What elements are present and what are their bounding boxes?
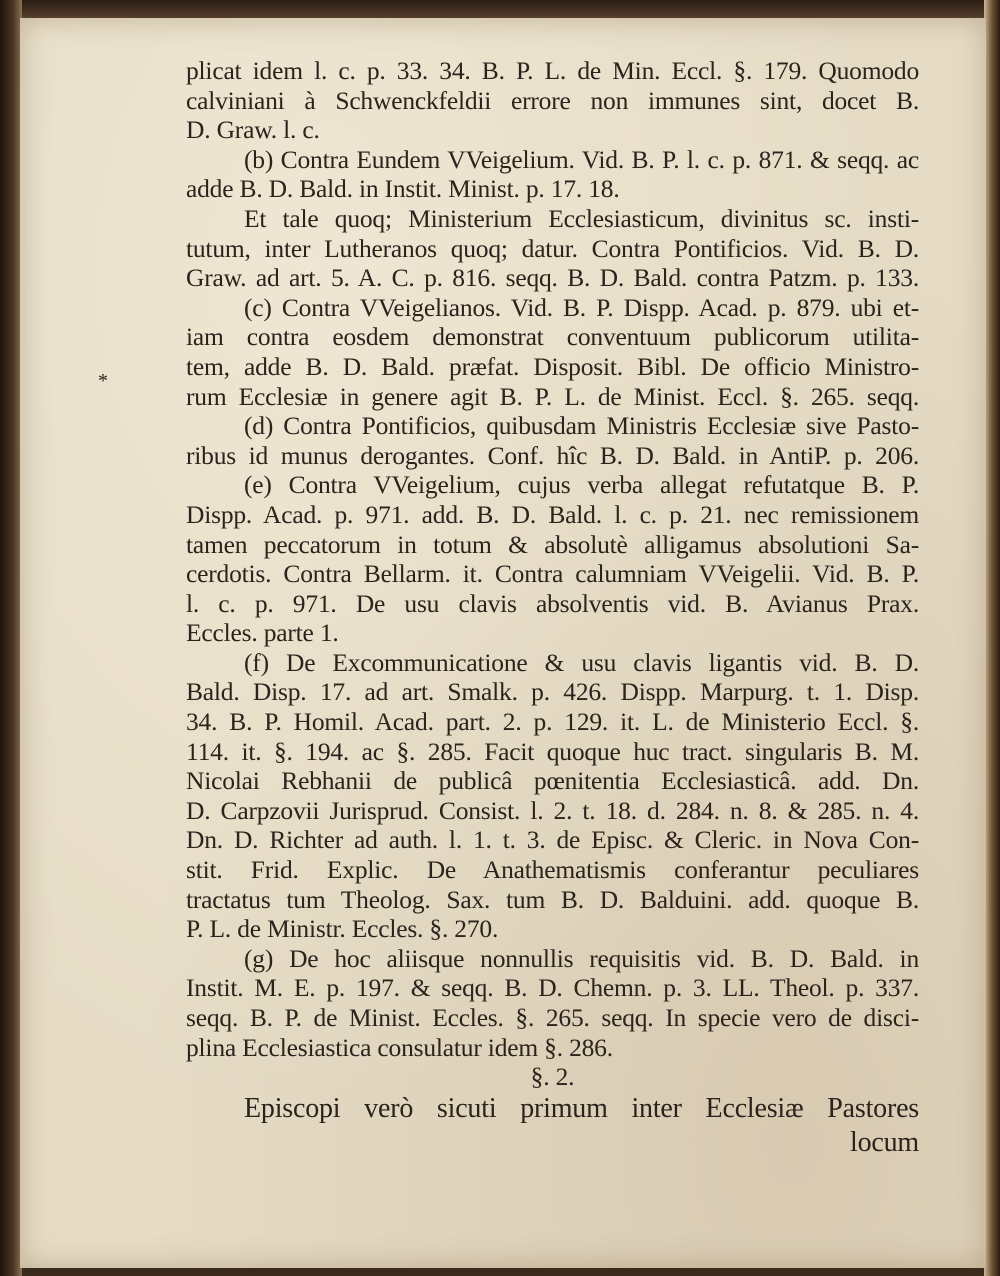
text-line: (f) De Excommunicatione & usu clavis ligantis vid. B. D.: [244, 647, 919, 677]
text-line: P. L. de Ministr. Eccles. §. 270.: [186, 914, 499, 944]
text-line: seqq. B. P. de Minist. Eccles. §. 265. seqq. In specie vero de disci-: [186, 1003, 919, 1032]
catchword: locum: [850, 1126, 919, 1158]
text-line: D. Graw. l. c.: [186, 115, 320, 145]
text-line: 34. B. P. Homil. Acad. part. 2. p. 129. it. L. de Ministerio Eccl. §.: [186, 707, 919, 737]
text-line: plina Ecclesiastica consulatur idem §. 286.: [186, 1032, 613, 1062]
text-line: cerdotis. Contra Bellarm. it. Contra calumniam VVeigelii. Vid. B. P.: [186, 559, 919, 589]
text-line: iam contra eosdem demonstrat conventuum publicorum utilita-: [186, 322, 919, 352]
text-line: tem, adde B. D. Bald. præfat. Disposit. Bibl. De officio Ministro-: [186, 351, 919, 381]
text-line: D. Carpzovii Jurisprud. Consist. l. 2. t. 18. d. 284. n. 8. & 285. n. 4.: [186, 795, 919, 825]
closing-line: Episcopi verò sicuti primum inter Ecclesiæ Pastores: [244, 1092, 919, 1124]
text-line: stit. Frid. Explic. De Anathematismis conferantur peculiares: [186, 855, 919, 885]
text-line: l. c. p. 971. De usu clavis absolventis vid. B. Avianus Prax.: [186, 588, 919, 618]
text-line: tutum, inter Lutheranos quoq; datur. Contra Pontificios. Vid. B. D.: [186, 233, 919, 263]
text-line: Et tale quoq; Ministerium Ecclesiasticum, divinitus sc. insti-: [244, 203, 919, 233]
book-edge-top: [0, 0, 1000, 20]
text-line: Instit. M. E. p. 197. & seqq. B. D. Chemn. p. 3. LL. Theol. p. 337.: [186, 973, 919, 1003]
text-line: Dn. D. Richter ad auth. l. 1. t. 3. de Episc. & Cleric. in Nova Con-: [186, 825, 919, 855]
text-line: ribus id munus derogantes. Conf. hîc B. D. Bald. in AntiP. p. 206.: [186, 440, 919, 470]
page-text: [186, 56, 919, 1160]
text-line: rum Ecclesiæ in genere agit B. P. L. de Minist. Eccl. §. 265. seqq.: [186, 381, 919, 411]
text-line: Graw. ad art. 5. A. C. p. 816. seqq. B. D. Bald. contra Patzm. p. 133.: [186, 263, 919, 293]
book-edge-left: [0, 0, 22, 1276]
text-line: plicat idem l. c. p. 33. 34. B. P. L. de Min. Eccl. §. 179. Quomodo: [186, 56, 919, 85]
text-line: 114. it. §. 194. ac §. 285. Facit quoque huc tract. singularis B. M.: [186, 736, 919, 766]
text-line: Dispp. Acad. p. 971. add. B. D. Bald. l. c. p. 21. nec remissionem: [186, 499, 919, 529]
text-line: (g) De hoc aliisque nonnullis requisitis vid. B. D. Bald. in: [244, 943, 919, 973]
text-line: (b) Contra Eundem VVeigelium. Vid. B. P. l. c. p. 871. & seqq. ac: [244, 144, 919, 174]
text-line: Bald. Disp. 17. ad art. Smalk. p. 426. Dispp. Marpurg. t. 1. Disp.: [186, 677, 919, 707]
margin-mark: *: [98, 370, 108, 392]
book-edge-right: [984, 0, 1000, 1276]
text-line: adde B. D. Bald. in Instit. Minist. p. 17. 18.: [186, 174, 620, 204]
text-line: Nicolai Rebhanii de publicâ pœnitentia Ecclesiasticâ. add. Dn.: [186, 766, 919, 796]
section-mark: §. 2.: [530, 1062, 575, 1092]
text-line: Eccles. parte 1.: [186, 618, 339, 648]
text-line: (e) Contra VVeigelium, cujus verba allegat refutatque B. P.: [244, 470, 919, 500]
text-line: tractatus tum Theolog. Sax. tum B. D. Balduini. add. quoque B.: [186, 884, 919, 914]
text-line: (d) Contra Pontificios, quibusdam Ministris Ecclesiæ sive Pasto-: [244, 411, 919, 441]
text-line: tamen peccatorum in totum & absolutè alligamus absolutioni Sa-: [186, 529, 919, 559]
text-line: calviniani à Schwenckfeldii errore non immunes sint, docet B.: [186, 85, 919, 115]
text-line: (c) Contra VVeigelianos. Vid. B. P. Dispp. Acad. p. 879. ubi et-: [244, 292, 919, 322]
